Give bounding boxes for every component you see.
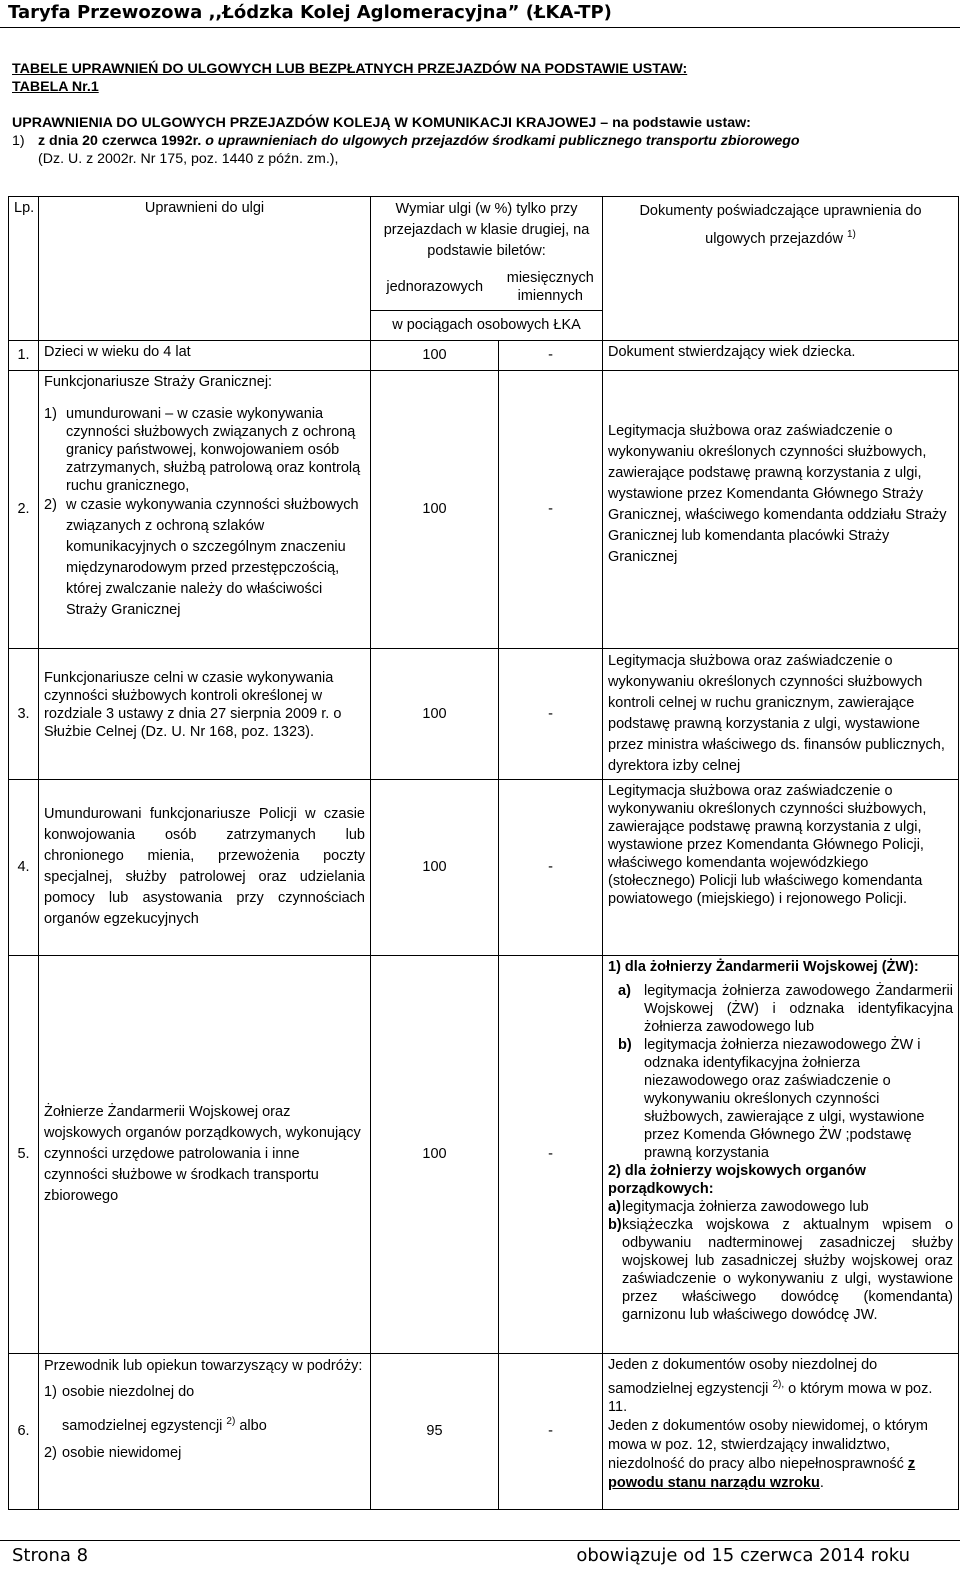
row-monthly-discount: -	[499, 340, 603, 370]
list-item	[608, 1216, 953, 1324]
table-row	[9, 1353, 959, 1509]
col-header-docs-footnote: 1)	[846, 229, 856, 240]
row-single-discount: 100	[371, 648, 499, 779]
row-who-title: Funkcjonariusze Straży Granicznej:	[44, 373, 273, 390]
document-header-title: Taryfa Przewozowa ,,Łódzka Kolej Aglomeracyjna” (ŁKA-TP)	[0, 0, 960, 28]
table-header-row	[9, 197, 959, 265]
list-item-number: 1)	[44, 405, 57, 422]
row-who: Żołnierze Żandarmerii Wojskowej oraz wojskowych organów porządkowych, wykonujący czynności urzędowe patrolowania i inne czynności służbowe w środkach transportu zbiorowego	[39, 955, 371, 1353]
col-header-who: Uprawnieni do ulgi	[39, 197, 371, 341]
list-item	[44, 1443, 365, 1463]
row-who	[39, 370, 371, 648]
list-item	[44, 495, 365, 621]
intro-law-number: 1)	[12, 133, 25, 149]
row-monthly-discount: -	[499, 648, 603, 779]
list-item-letter: b)	[618, 1036, 632, 1053]
col-header-single: jednorazowych	[371, 264, 499, 310]
row-number: 1.	[9, 340, 39, 370]
row-who-title: Przewodnik lub opiekun towarzyszący w podróży:	[44, 1357, 363, 1374]
list-item	[44, 1382, 365, 1402]
row-docs: Legitymacja służbowa oraz zaświadczenie o wykonywaniu określonych czynności służbowych kontroli celnej w ruchu granicznym, zawierające podstawę prawną korzystania z ulgi, wystawione przez ministra właściwego ds. finansów publicznych, dyrektora izby celnej	[603, 648, 959, 779]
list-item-text: osobie niezdolnej do	[62, 1383, 195, 1400]
validity-date: obowiązuje od 15 czerwca 2014 roku	[576, 1545, 910, 1566]
list-item-number: 2)	[44, 496, 57, 513]
list-item	[608, 1036, 953, 1162]
col-header-trains: w pociągach osobowych ŁKA	[371, 310, 603, 340]
list-item	[44, 405, 365, 495]
row-who: Dzieci w wieku do 4 lat	[39, 340, 371, 370]
table-row	[9, 648, 959, 779]
row-who: Umundurowani funkcjonariusze Policji w czasie konwojowania osób zatrzymanych lub chronionego mienia, przewożenia poczty specjalnej, służby patrolowej oraz udzielania pomocy lub asystowania przy czynnościach organów egzekucyjnych	[39, 779, 371, 955]
list-item-text: legitymacja żołnierza niezawodowego ŻW i odznaka identyfikacyjna żołnierza niezawodowego oraz zaświadczenie o wykonywaniu określonych czynności służbowych, zawierające z ulgi, wystawione przez Komenda Głównego ŻW ;podstawę prawną korzystania	[644, 1036, 925, 1161]
docs-group-title-text: 2) dla żołnierzy wojskowych organów porządkowych:	[608, 1162, 866, 1197]
row-number: 3.	[9, 648, 39, 779]
row-docs: Legitymacja służbowa oraz zaświadczenie o wykonywaniu określonych czynności służbowych, zawierające podstawę prawną korzystania z ulgi, wystawione przez Komendanta Głównego Policji, właściwego komendanta wojewódzkiego (stołecznego) Policji lub właściwego komendanta powiatowego (miejskiego) i rejonowego Policji.	[603, 779, 959, 955]
table-row	[9, 779, 959, 955]
table-row	[9, 955, 959, 1353]
page-number: Strona 8	[12, 1545, 89, 1566]
list-item-text: legitymacja żołnierza zawodowego lub	[622, 1198, 869, 1215]
row-number: 6.	[9, 1353, 39, 1509]
row-single-discount: 100	[371, 779, 499, 955]
list-item	[608, 1198, 953, 1216]
docs-text: Jeden z dokumentów osoby niewidomej, o którym mowa w poz. 12, stwierdzający inwalidztwo, niezdolność do pracy albo niepełnosprawność	[608, 1418, 928, 1473]
row-number: 4.	[9, 779, 39, 955]
page-footer	[0, 1540, 960, 1572]
docs-group-title	[608, 1162, 953, 1198]
row-docs	[603, 955, 959, 1353]
row-monthly-discount: -	[499, 370, 603, 648]
docs-text: o którym mowa w poz. 11.	[608, 1380, 933, 1416]
intro-table-number: TABELA Nr.1	[12, 79, 99, 95]
list-item-text: książeczka wojskowa z aktualnym wpisem o odbywaniu nadterminowej zasadniczej służby wojskowej lub zasadniczej służby wojskowej oraz zaświadczenie o wykonywaniu z ulgi, wystawione przez właściwego dowódcę (komendanta) garnizonu lub właściwego dowódcę JW.	[622, 1216, 954, 1323]
list-item	[608, 982, 953, 1036]
row-who	[39, 1353, 371, 1509]
intro-law-title: o uprawnieniach do ulgowych przejazdów środkami publicznego transportu zbiorowego	[205, 133, 800, 149]
row-monthly-discount: -	[499, 779, 603, 955]
intro-law-date: z dnia 20 czerwca 1992r.	[38, 133, 206, 149]
table-row	[9, 370, 959, 648]
docs-group-title	[608, 958, 953, 976]
row-single-discount: 100	[371, 340, 499, 370]
row-number: 5.	[9, 955, 39, 1353]
list-item-letter: a)	[608, 1198, 621, 1215]
intro-section	[12, 60, 952, 168]
col-header-docs	[603, 197, 959, 341]
docs-group-title-text: 1) dla żołnierzy Żandarmerii Wojskowej (ŻW):	[608, 958, 919, 975]
intro-law-source: (Dz. U. z 2002r. Nr 175, poz. 1440 z późn. zm.),	[38, 151, 339, 167]
list-item-text: osobie niewidomej	[62, 1445, 182, 1462]
docs-text: .	[819, 1475, 824, 1492]
row-single-discount: 100	[371, 370, 499, 648]
row-monthly-discount: -	[499, 1353, 603, 1509]
row-monthly-discount: -	[499, 955, 603, 1353]
list-item-number: 1)	[44, 1383, 57, 1400]
col-header-monthly: miesięcznych imiennych	[499, 264, 603, 310]
row-docs	[603, 1353, 959, 1509]
list-item-text: samodzielnej egzystencji	[62, 1417, 223, 1434]
docs-paragraph	[608, 1417, 953, 1493]
row-single-discount: 95	[371, 1353, 499, 1509]
docs-text: Jeden z dokumentów osoby niezdolnej do samodzielnej egzystencji	[608, 1356, 878, 1397]
intro-law-reference	[12, 132, 952, 150]
list-item-letter: b)	[608, 1216, 622, 1233]
row-who: Funkcjonariusze celni w czasie wykonywania czynności służbowych kontroli określonej w rozdziale 3 ustawy z dnia 27 sierpnia 2009 r. o Służbie Celnej (Dz. U. Nr 168, poz. 1323).	[39, 648, 371, 779]
list-item-number: 2)	[44, 1445, 57, 1462]
docs-paragraph	[608, 1356, 953, 1418]
col-header-docs-text: Dokumenty poświadczające uprawnienia do ulgowych przejazdów	[639, 203, 922, 247]
row-single-discount: 100	[371, 955, 499, 1353]
list-item-text: legitymacja żołnierza zawodowego Żandarmerii Wojskowej (ŻW) i odznaka identyfikacyjna żołnierza zawodowego lub	[644, 982, 954, 1035]
intro-rights-title: UPRAWNIENIA DO ULGOWYCH PRZEJAZDÓW KOLEJĄ W KOMUNIKACJI KRAJOWEJ – na podstawie ustaw:	[12, 115, 751, 131]
row-docs: Legitymacja służbowa oraz zaświadczenie o wykonywaniu określonych czynności służbowych, zawierające podstawę prawną korzystania z ulgi, wystawione przez Komendanta Głównego Straży Granicznej, właściwego komendanta oddziału Straży Granicznej lub komendanta placówki Straży Granicznej	[603, 370, 959, 648]
row-number: 2.	[9, 370, 39, 648]
footnote-ref: 2)	[226, 1415, 236, 1427]
col-header-lp: Lp.	[9, 197, 39, 341]
footnote-ref: 2),	[772, 1378, 785, 1390]
docs-emphasis: z powodu stanu narządu wzroku	[608, 1456, 916, 1492]
row-docs: Dokument stwierdzający wiek dziecka.	[603, 340, 959, 370]
list-item-letter: a)	[618, 982, 631, 999]
list-item-continuation	[44, 1412, 365, 1436]
list-item-text: w czasie wykonywania czynności służbowych związanych z ochroną szlaków komunikacyjnych o szczególnym znaczeniu międzynarodowym przed przestępczością, której zwalczanie należy do właściwości Straży Granicznej	[66, 496, 359, 618]
intro-tables-title: TABELE UPRAWNIEŃ DO ULGOWYCH LUB BEZPŁATNYCH PRZEJAZDÓW NA PODSTAWIE USTAW:	[12, 61, 688, 77]
table-row	[9, 340, 959, 370]
list-item-text: albo	[239, 1417, 267, 1434]
rights-table	[8, 196, 959, 1510]
col-header-discount: Wymiar ulgi (w %) tylko przy przejazdach w klasie drugiej, na podstawie biletów:	[371, 197, 603, 265]
list-item-text: umundurowani – w czasie wykonywania czynności służbowych związanych z ochroną granicy państwowej, konwojowaniem osób zatrzymanych, służbą patrolową oraz kontrolą ruchu granicznego,	[66, 405, 361, 494]
